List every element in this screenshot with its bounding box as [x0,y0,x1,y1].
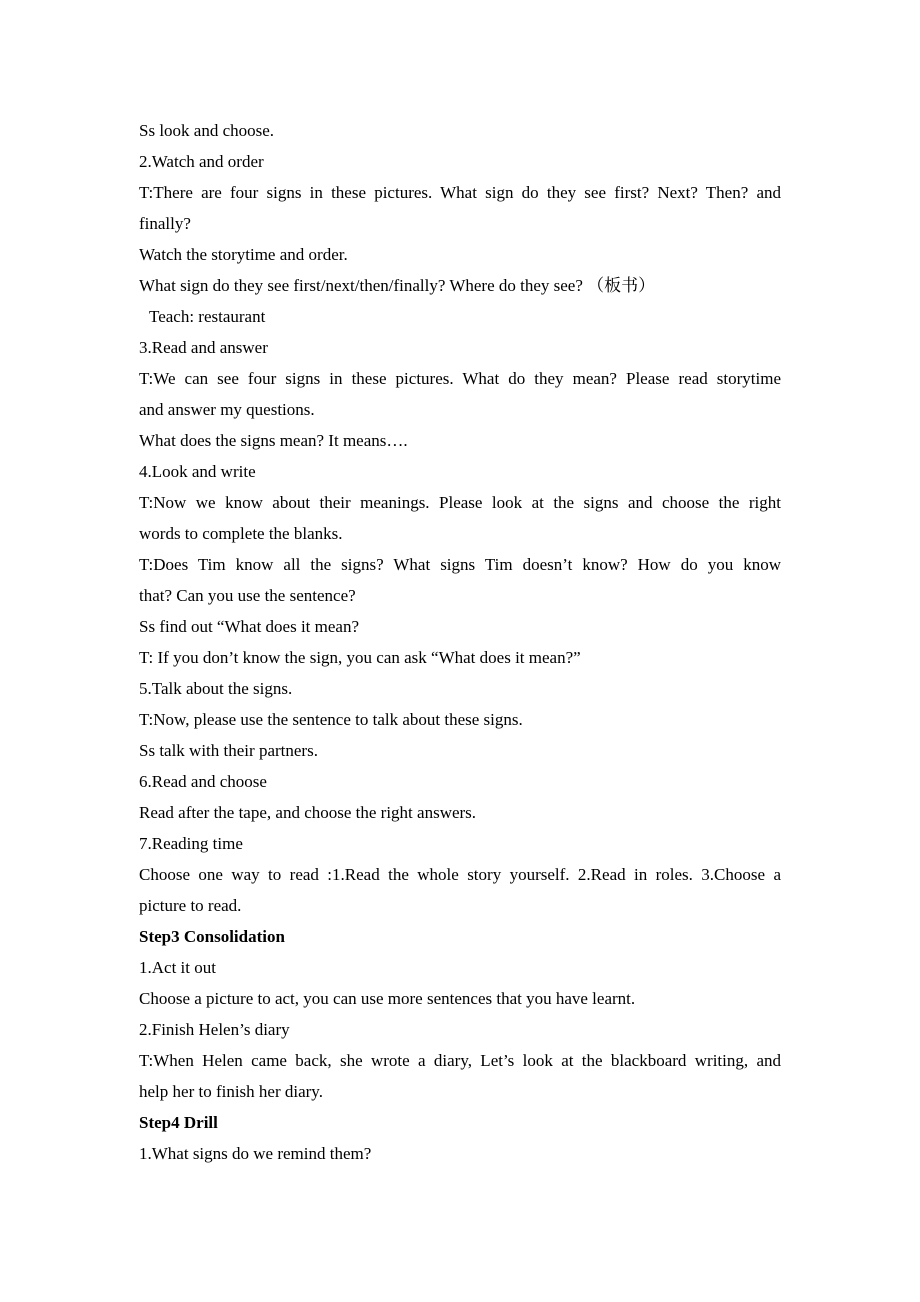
text-line: words to complete the blanks. [139,524,343,543]
text-line: Read after the tape, and choose the right answers. [139,803,477,822]
text-line: 3.Read and answer [139,338,268,357]
text-line: T:We can see four signs in these pictures. What do they mean? Please read storytime [139,369,781,388]
text-line: What does the signs mean? It means…. [139,431,408,450]
text-line: 5.Talk about the signs. [139,679,293,698]
text-line: Ss talk with their partners. [139,741,318,760]
text-line: that? Can you use the sentence? [139,586,356,605]
text-line: Ss find out “What does it mean? [139,617,360,636]
text-line: T:Now we know about their meanings. Please look at the signs and choose the right [139,493,781,512]
text-line: finally? [139,214,191,233]
text-line: Choose one way to read :1.Read the whole story yourself. 2.Read in roles. 3.Choose a [139,865,781,884]
text-line: 6.Read and choose [139,772,267,791]
section-heading: Step3 Consolidation [139,927,285,946]
text-line: Choose a picture to act, you can use more sentences that you have learnt. [139,989,636,1008]
text-line: Teach: restaurant [149,307,266,326]
text-line: 7.Reading time [139,834,243,853]
text-line: Ss look and choose. [139,121,275,140]
text-line: 2.Finish Helen’s diary [139,1020,290,1039]
text-line: T:When Helen came back, she wrote a diary, Let’s look at the blackboard writing, and [139,1051,781,1070]
text-line: 1.What signs do we remind them? [139,1144,372,1163]
text-line: picture to read. [139,896,242,915]
text-line: help her to finish her diary. [139,1082,323,1101]
text-line: 1.Act it out [139,958,216,977]
text-line: Watch the storytime and order. [139,245,348,264]
document-page [139,115,781,1169]
text-line: T:Does Tim know all the signs? What signs Tim doesn’t know? How do you know [139,555,781,574]
text-line: 2.Watch and order [139,152,264,171]
text-line: and answer my questions. [139,400,315,419]
text-line: T:Now, please use the sentence to talk about these signs. [139,710,523,729]
text-line: T:There are four signs in these pictures. What sign do they see first? Next? Then? and [139,183,781,202]
text-line: T: If you don’t know the sign, you can ask “What does it mean?” [139,648,581,667]
text-line: What sign do they see first/next/then/finally? Where do they see? （板书） [139,276,656,295]
text-line: 4.Look and write [139,462,256,481]
section-heading: Step4 Drill [139,1113,218,1132]
